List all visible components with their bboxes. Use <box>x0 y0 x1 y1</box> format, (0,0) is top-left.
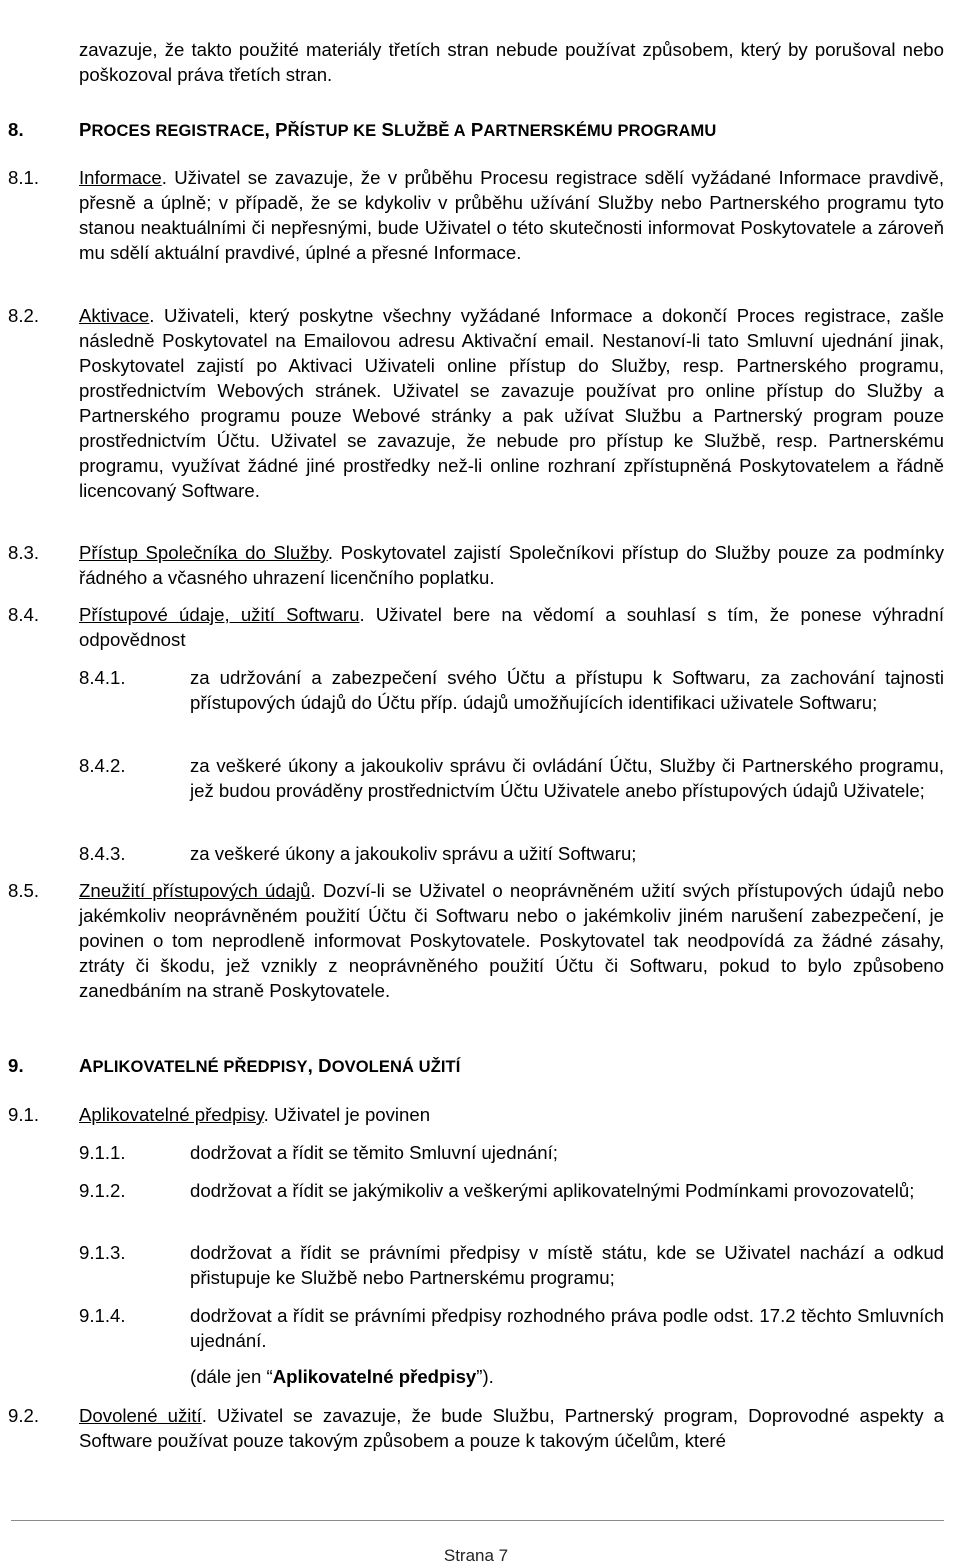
section-title: APLIKOVATELNÉ PŘEDPISY, DOVOLENÁ UŽITÍ <box>79 1055 461 1076</box>
clause-number: 8.4. <box>8 604 40 625</box>
clause-title: Dovolené užití <box>79 1405 202 1426</box>
clause-title: Aplikovatelné předpisy <box>79 1104 264 1125</box>
subclause-text: za veškeré úkony a jakoukoliv správu či ovládání Účtu, Služby či Partnerského programu, jež budou prováděny prostřednictvím Účtu Uživatele anebo přístupových údajů Uživatele; <box>190 755 944 801</box>
clause-title: Aktivace <box>79 305 150 326</box>
clause-number: 9.2. <box>8 1405 40 1426</box>
section-title: PROCES REGISTRACE, PŘÍSTUP KE SLUŽBĚ A PARTNERSKÉMU PROGRAMU <box>79 119 717 140</box>
page-number: Strana 7 <box>443 1546 509 1565</box>
clause-text: Přístupové údaje, užití Softwaru. Uživatel bere na vědomí a souhlasí s tím, že ponese výhradní odpovědnost <box>79 604 944 650</box>
clause-text: Informace. Uživatel se zavazuje, že v průběhu Procesu registrace sdělí vyžádané Informace pravdivě, přesně a úplně; v případě, že se kdykoliv v průběhu užívání Služby nebo Partnerského programu tyto stanou neaktuálními či nepřesnými, bude Uživatel o této skutečnosti informovat Poskytovatele a zároveň mu sdělí aktuální pravdivé, úplné a přesné Informace. <box>79 167 944 263</box>
clause-number: 8.1. <box>8 167 40 188</box>
clause-title: Přístupové údaje, užití Softwaru <box>79 604 360 625</box>
clause-title: Přístup Společníka do Služby <box>79 542 328 563</box>
subclause-text: za udržování a zabezpečení svého Účtu a přístupu k Softwaru, za zachování tajnosti přístupových údajů do Účtu příp. údajů umožňujících identifikaci uživatele Softwaru; <box>190 667 944 713</box>
clause-text: Zneužití přístupových údajů. Dozví-li se Uživatel o neoprávněném užití svých přístupových údajů nebo jakémkoliv neoprávněném použití Účtu či Softwaru nebo o jakémkoliv jiném narušení zabezpečení, je povinen o tom neprodleně informovat Poskytovatele. Poskytovatel tak neodpovídá za žádné zásahy, ztráty či škodu, jež vznikly z neoprávněného použití Účtu či Softwaru, pokud to bylo způsobeno zanedbáním na straně Poskytovatele. <box>79 880 944 1001</box>
clause-number: 9.1. <box>8 1104 40 1125</box>
subclause-text: za veškeré úkony a jakoukoliv správu a užití Softwaru; <box>190 843 637 864</box>
footer-divider <box>11 1520 944 1521</box>
clause-title: Informace <box>79 167 162 188</box>
definition-note: (dále jen “Aplikovatelné předpisy”). <box>190 1366 494 1387</box>
clause-text: Aplikovatelné předpisy. Uživatel je povinen <box>79 1104 431 1125</box>
subclause-text: dodržovat a řídit se právními předpisy rozhodného práva podle odst. 17.2 těchto Smluvních ujednání. <box>190 1305 944 1351</box>
subclause-number: 9.1.4. <box>79 1305 126 1326</box>
clause-text: Aktivace. Uživateli, který poskytne všechny vyžádané Informace a dokončí Proces registrace, zašle následně Poskytovatel na Emailovou adresu Aktivační email. Nestanoví-li tato Smluvní ujednání jinak, Poskytovatel zajistí po Aktivaci Uživateli online přístup do Služby, resp. Partnerského programu, prostřednictvím Webových stránek. Uživatel se zavazuje používat pro online přístup do Služby a Partnerského programu pouze Webové stránky a pak užívat Službu a Partnerský program pouze prostřednictvím Účtu. Uživatel se zavazuje, že nebude pro přístup ke Službě, resp. Partnerskému programu, využívat žádné jiné prostředky než-li online rozhraní zpřístupněná Poskytovatelem a řádně licencovaný Software. <box>79 305 944 501</box>
subclause-number: 8.4.2. <box>79 755 126 776</box>
section-number: 9. <box>8 1055 24 1076</box>
defined-term: Aplikovatelné předpisy <box>272 1366 477 1387</box>
clause-text: Přístup Společníka do Služby. Poskytovatel zajistí Společníkovi přístup do Služby pouze za podmínky řádného a včasného uhrazení licenčního poplatku. <box>79 542 944 588</box>
clause-number: 8.5. <box>8 880 40 901</box>
section-number: 8. <box>8 119 24 140</box>
subclause-number: 9.1.2. <box>79 1180 126 1201</box>
subclause-number: 9.1.1. <box>79 1142 126 1163</box>
intro-paragraph: zavazuje, že takto použité materiály třetích stran nebude používat způsobem, který by porušoval nebo poškozoval práva třetích stran. <box>79 39 944 85</box>
subclause-text: dodržovat a řídit se jakýmikoliv a veškerými aplikovatelnými Podmínkami provozovatelů; <box>190 1180 915 1201</box>
clause-title: Zneužití přístupových údajů <box>79 880 311 901</box>
clause-number: 8.3. <box>8 542 40 563</box>
clause-number: 8.2. <box>8 305 40 326</box>
subclause-number: 8.4.3. <box>79 843 126 864</box>
subclause-number: 8.4.1. <box>79 667 126 688</box>
subclause-text: dodržovat a řídit se těmito Smluvní ujednání; <box>190 1142 558 1163</box>
subclause-number: 9.1.3. <box>79 1242 126 1263</box>
clause-text: Dovolené užití. Uživatel se zavazuje, že bude Službu, Partnerský program, Doprovodné aspekty a Software používat pouze takovým způsobem a pouze k takovým účelům, které <box>79 1405 944 1451</box>
subclause-text: dodržovat a řídit se právními předpisy v místě státu, kde se Uživatel nachází a odkud přistupuje ke Službě nebo Partnerskému programu; <box>190 1242 944 1288</box>
